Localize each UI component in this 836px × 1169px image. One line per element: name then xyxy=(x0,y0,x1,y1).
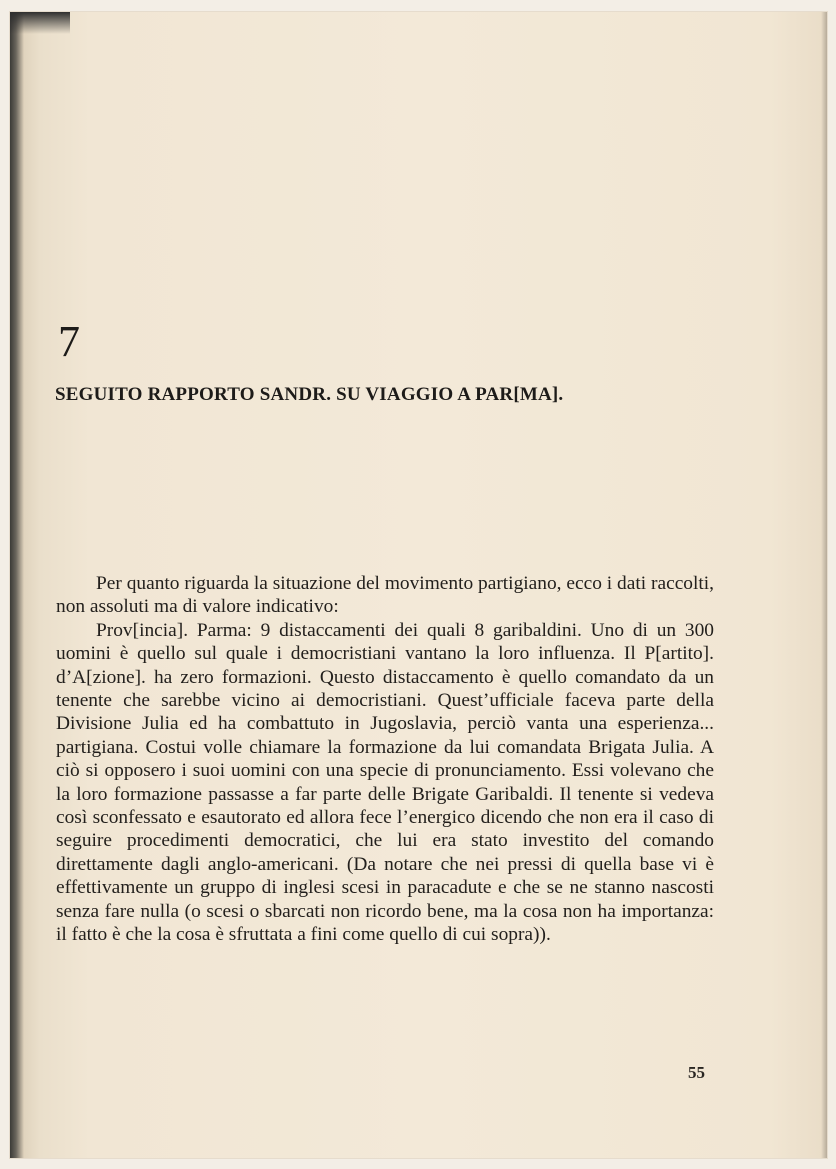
paragraph: Per quanto riguarda la situazione del movimento partigiano, ecco i dati raccolti, non assoluti ma di valore indicativo: xyxy=(56,573,714,618)
spine-shadow xyxy=(10,12,24,1158)
scan-corner-shadow xyxy=(10,12,70,34)
chapter-number: 7 xyxy=(58,317,80,366)
page-number: 55 xyxy=(688,1063,705,1082)
chapter-title: SEGUITO RAPPORTO SANDR. SU VIAGGIO A PAR[MA]. xyxy=(55,384,564,405)
chapter-body xyxy=(56,572,714,947)
paragraph: Prov[incia]. Parma: 9 distaccamenti dei quali 8 garibaldini. Uno di un 300 uomini è quello sul quale i democristiani vantano la loro influenza. Il P[artito]. d’A[zione]. ha zero formazioni. Questo distaccamento è quello comandato da un tenente che sarebbe vicino ai democristiani. Quest’ufficiale faceva parte della Divisione Julia ed ha combattuto in Jugoslavia, perciò vanta una esperienza... partigiana. Costui volle chiamare la formazione da lui comandata Brigata Julia. A ciò si opposero i suoi uomini con una specie di pronunciamento. Essi volevano che la loro formazione passasse a far parte delle Brigate Garibaldi. Il tenente si vedeva così sconfessato e esautorato ed allora fece l’energico dicendo che non era il caso di seguire procedimenti democratici, che lui era stato investito del comando direttamente dagli anglo-americani. (Da notare che nei pressi di quella base vi è effettivamente un gruppo di inglesi scesi in paracadute e che se ne stanno nascosti senza fare nulla (o scesi o sbarcati non ricordo bene, ma la cosa non ha importanza: il fatto è che la cosa è sfruttata a fini come quello di cui sopra)). xyxy=(56,619,714,946)
page-edge xyxy=(821,12,827,1158)
